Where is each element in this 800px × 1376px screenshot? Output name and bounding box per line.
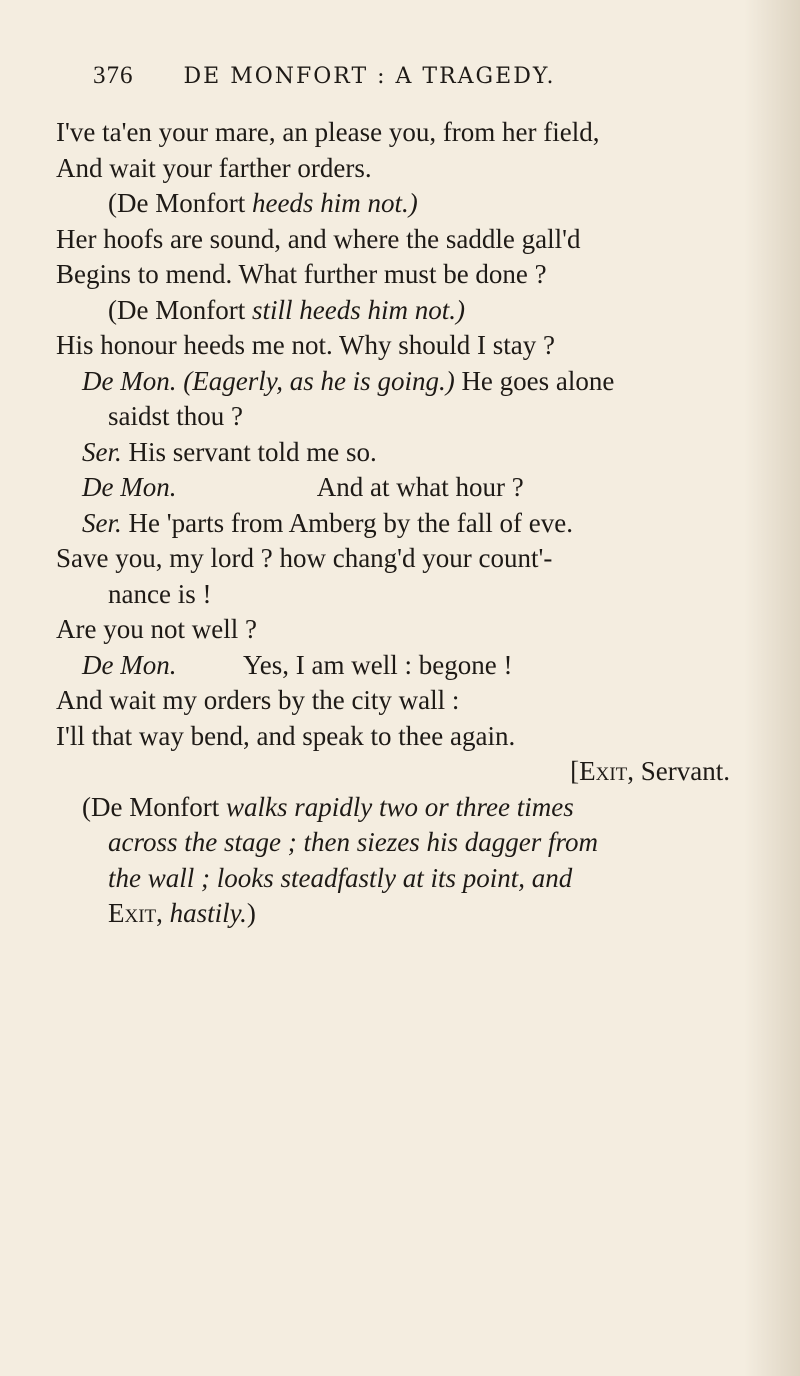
line-text: , Servant. [627,756,730,786]
line-text: (De Monfort [108,294,252,325]
stage-direction: Ser. [82,507,122,538]
line-text: His servant told me so. [121,436,377,467]
line-text: , [156,898,170,928]
line-text: His honour heeds me not. Why should I stay ? [56,330,555,360]
stage-direction: De Mon. (Eagerly, as he is going.) [82,365,455,396]
stage-direction: still heeds him not.) [251,294,465,325]
text-line [56,222,756,258]
line-text: nance is ! [108,578,212,609]
line-text: He 'parts from Amberg by the fall of eve. [121,507,573,538]
text-line [56,825,756,861]
page-header [93,62,556,90]
line-text: Save you, my lord ? how chang'd your count'- [56,543,553,573]
stage-direction: walks rapidly two or three times [225,791,574,822]
play-text [56,115,756,932]
stage-direction: De Mon. [82,472,177,502]
running-title: DE MONFORT : A TRAGEDY. [183,64,556,89]
line-text: Her hoofs are sound, and where the saddle gall'd [56,223,581,254]
text-line [56,683,756,719]
line-text: I'll that way bend, and speak to thee again. [56,720,516,751]
line-text: (De Monfort [82,791,226,822]
text-line [56,186,756,222]
stage-direction: De Mon. [82,649,177,680]
line-text: He goes alone [454,365,615,396]
text-line [56,612,756,648]
text-line [56,257,756,293]
text-line [56,470,756,506]
small-caps-text: [Exit [570,756,628,786]
text-line [56,435,756,471]
stage-direction: hastily. [169,898,247,928]
stage-direction: Ser. [82,436,122,467]
text-line [56,541,756,577]
text-line [56,399,756,435]
stage-direction: across the stage ; then siezes his dagger from [108,827,598,857]
text-line [56,151,756,187]
text-line [56,648,756,684]
text-line [56,577,756,613]
text-line [56,506,756,542]
text-line [56,790,756,826]
line-text: Are you not well ? [56,614,257,644]
text-line [56,293,756,329]
line-text: And wait my orders by the city wall : [56,685,460,715]
line-text: I've ta'en your mare, an please you, from her field, [56,117,600,147]
text-line [56,754,756,790]
line-text: Yes, I am well : begone ! [176,649,513,680]
page-number: 376 [93,62,134,89]
line-text: And at what hour ? [176,472,524,502]
text-line [56,861,756,897]
line-text: ) [246,898,256,928]
line-text: saidst thou ? [108,401,243,431]
line-text: Begins to mend. What further must be done ? [56,259,547,289]
text-line [56,115,756,151]
text-line [56,364,756,400]
stage-direction: the wall ; looks steadfastly at its point, and [108,862,573,893]
text-line [56,896,756,932]
line-text: And wait your farther orders. [56,152,372,183]
small-caps-text: Exit [108,898,157,928]
text-line [56,719,756,755]
stage-direction: heeds him not.) [251,188,418,218]
line-text: (De Monfort [108,188,252,218]
text-line [56,328,756,364]
